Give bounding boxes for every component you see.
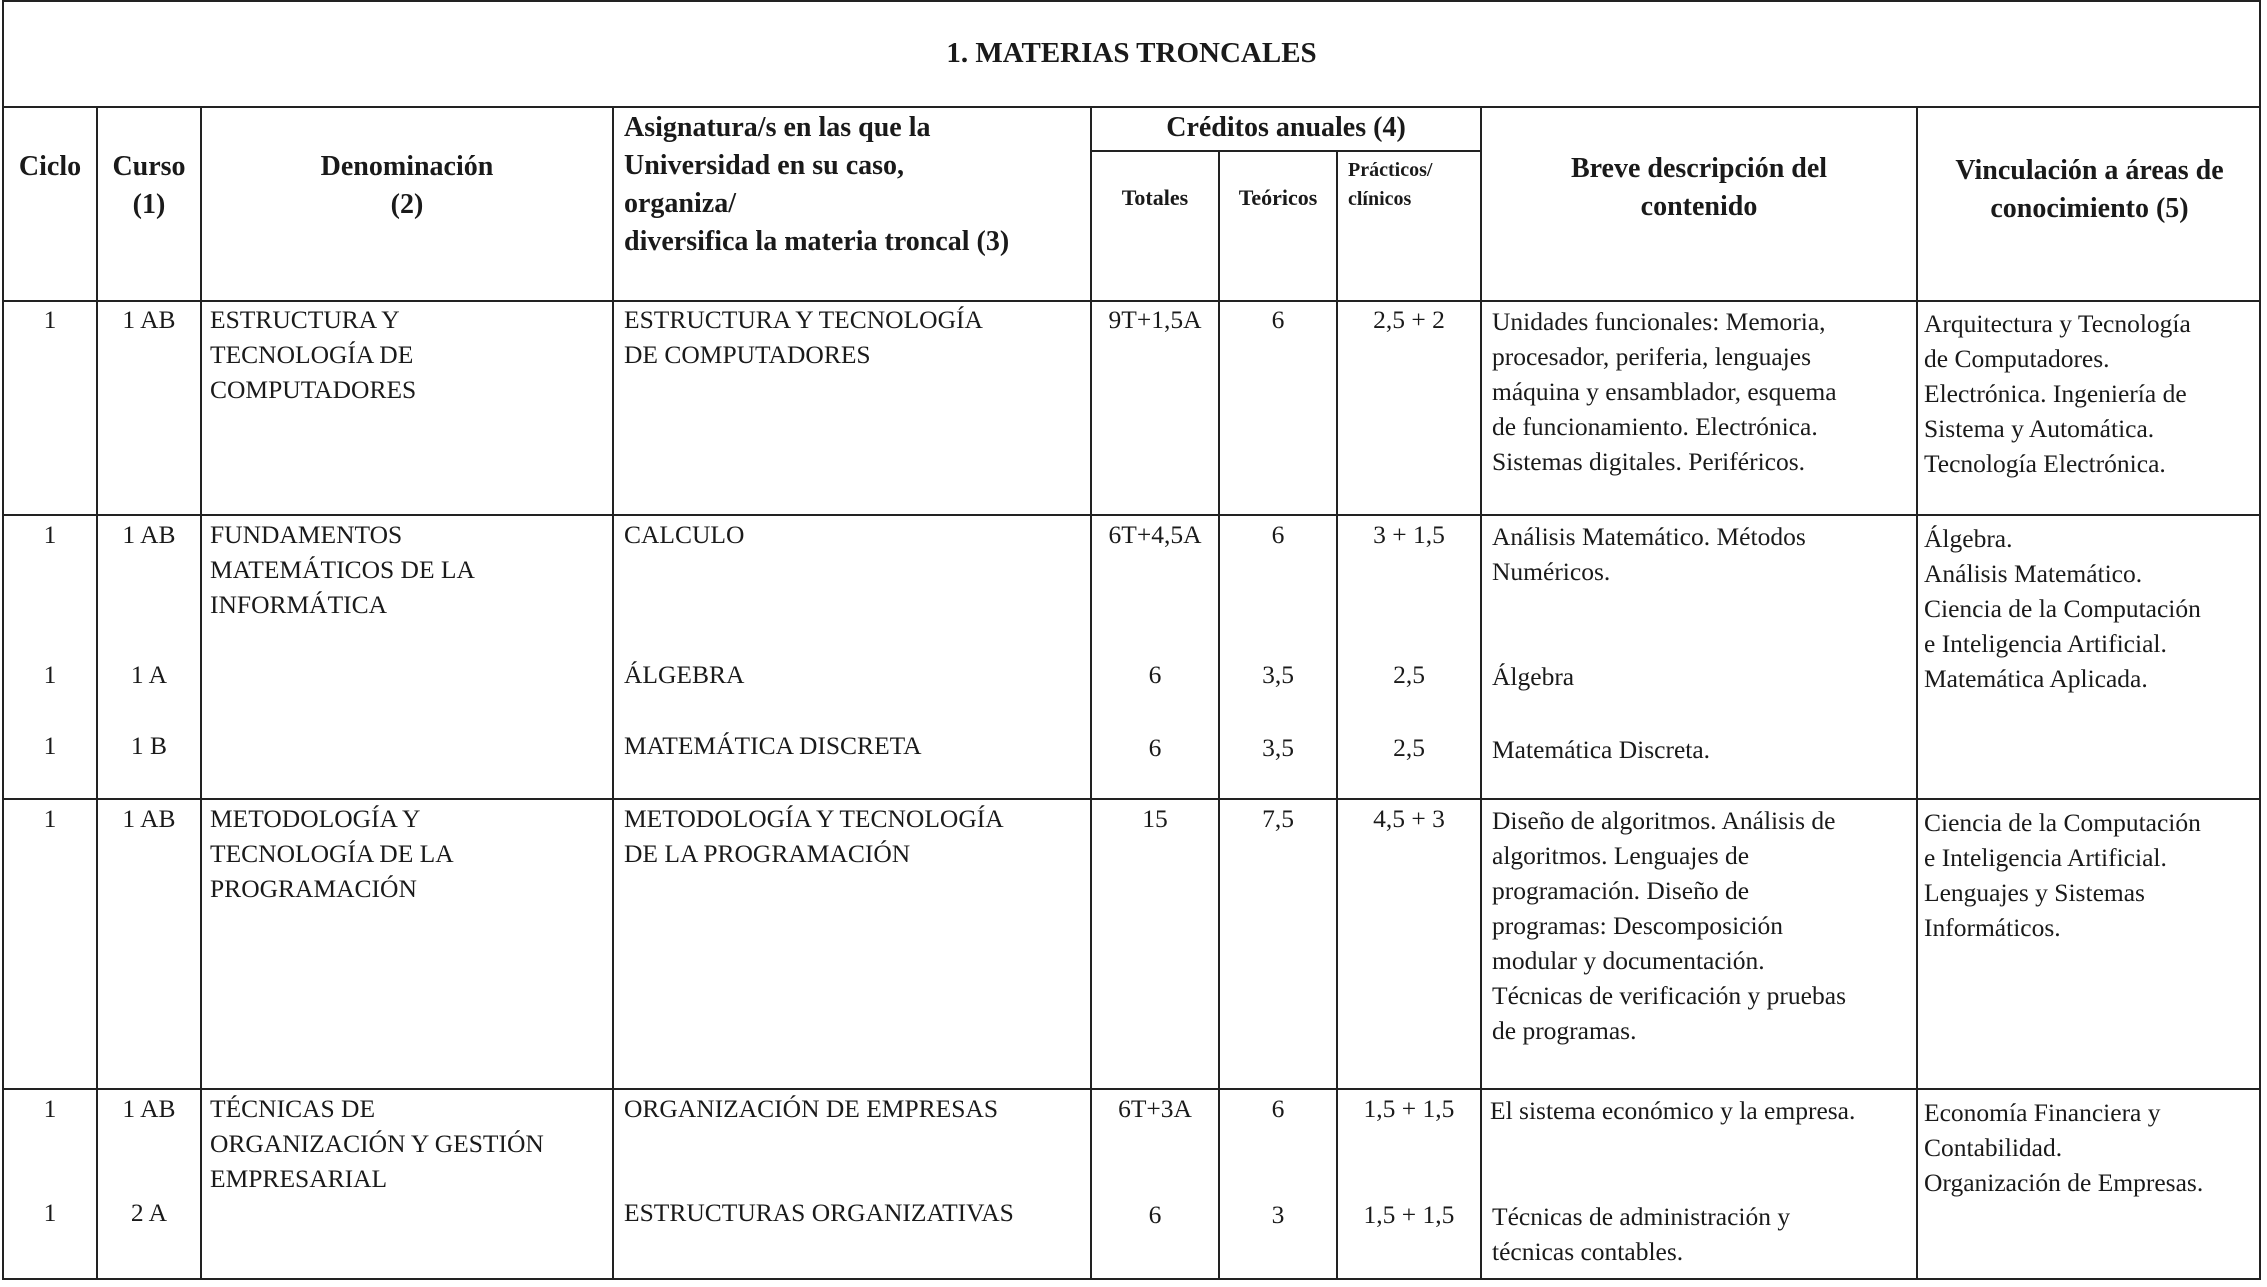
cell-totales: 15 — [1142, 804, 1168, 833]
cell-vinculacion: Arquitectura y Tecnología de Computadores. Electrónica. Ingeniería de Sistema y Automática. Tecnología Electrónica. — [1924, 309, 2191, 478]
cell-descripcion: Diseño de algoritmos. Análisis de algoritmos. Lenguajes de programación. Diseño de programas: Descomposición modular y documentación. Técnicas de verificación y pruebas de programas. — [1492, 806, 1846, 1045]
cell-practicos: 2,5 — [1393, 660, 1425, 689]
cell-curso: 1 AB — [122, 520, 176, 549]
cell-teoricos: 6 — [1271, 305, 1285, 334]
cell-asignatura: ESTRUCTURAS ORGANIZATIVAS — [624, 1198, 1014, 1227]
cell-asignatura: ÁLGEBRA — [624, 660, 745, 689]
col-divider — [612, 108, 614, 1280]
cell-practicos: 2,5 + 2 — [1373, 305, 1445, 334]
header-totales: Totales — [1121, 185, 1189, 210]
header-asignatura: Asignatura/s en las que la Universidad en su caso, organiza/ diversifica la materia troncal (3) — [624, 112, 1010, 257]
cell-curso: 1 A — [130, 660, 168, 689]
cell-descripcion: Técnicas de administración y técnicas contables. — [1492, 1202, 1791, 1266]
cell-vinculacion: Ciencia de la Computación e Inteligencia Artificial. Lenguajes y Sistemas Informáticos. — [1924, 808, 2201, 942]
cell-totales: 6T+3A — [1118, 1094, 1192, 1123]
cell-curso: 1 AB — [122, 305, 176, 334]
cell-practicos: 1,5 + 1,5 — [1363, 1200, 1455, 1229]
cell-practicos: 4,5 + 3 — [1373, 804, 1445, 833]
cell-asignatura: MATEMÁTICA DISCRETA — [624, 731, 922, 760]
cell-totales: 6 — [1148, 660, 1162, 689]
header-teoricos: Teóricos — [1238, 185, 1318, 210]
cell-descripcion: Álgebra — [1492, 662, 1575, 691]
cell-curso: 1 AB — [122, 1094, 176, 1123]
cell-vinculacion: Álgebra. Análisis Matemático. Ciencia de la Computación e Inteligencia Artificial. Matemática Aplicada. — [1924, 524, 2201, 693]
cell-totales: 9T+1,5A — [1108, 305, 1202, 334]
cell-asignatura: CALCULO — [624, 520, 745, 549]
cell-descripcion: Unidades funcionales: Memoria, procesador, periferia, lenguajes máquina y ensamblador, esquema de funcionamiento. Electrónica. Sistemas digitales. Periféricos. — [1492, 307, 1837, 476]
cell-asignatura: METODOLOGÍA Y TECNOLOGÍA DE LA PROGRAMACIÓN — [624, 804, 1004, 868]
cell-descripcion: Análisis Matemático. Métodos Numéricos. — [1492, 522, 1806, 586]
table-title: 1. MATERIAS TRONCALES — [2, 0, 2261, 108]
cell-vinculacion: Economía Financiera y Contabilidad. Organización de Empresas. — [1924, 1098, 2204, 1197]
col-divider — [200, 108, 202, 1280]
cell-teoricos: 6 — [1271, 520, 1285, 549]
cell-practicos: 1,5 + 1,5 — [1363, 1094, 1455, 1123]
row-divider — [2, 1088, 2261, 1090]
cell-curso: 2 A — [130, 1198, 168, 1227]
col-divider — [1916, 108, 1918, 1280]
cell-descripcion: Matemática Discreta. — [1492, 735, 1711, 764]
cell-denominacion: FUNDAMENTOS MATEMÁTICOS DE LA INFORMÁTICA — [210, 520, 475, 619]
cell-denominacion: TÉCNICAS DE ORGANIZACIÓN Y GESTIÓN EMPRESARIAL — [210, 1094, 544, 1193]
cell-practicos: 2,5 — [1393, 733, 1425, 762]
header-practicos: Prácticos/ clínicos — [1348, 159, 1433, 210]
cell-totales: 6 — [1148, 733, 1162, 762]
header-creditos: Créditos anuales (4) — [1166, 112, 1406, 143]
header-denominacion: Denominación (2) — [320, 151, 494, 220]
cell-teoricos: 7,5 — [1262, 804, 1294, 833]
header-vinculacion: Vinculación a áreas de conocimiento (5) — [1955, 155, 2224, 224]
cell-teoricos: 3,5 — [1262, 660, 1294, 689]
cell-teoricos: 3 — [1271, 1200, 1285, 1229]
cell-curso: 1 B — [130, 731, 168, 760]
cell-ciclo: 1 — [43, 1094, 57, 1123]
cell-asignatura: ORGANIZACIÓN DE EMPRESAS — [624, 1094, 999, 1123]
cell-totales: 6 — [1148, 1200, 1162, 1229]
header-descripcion: Breve descripción del contenido — [1570, 153, 1828, 222]
cell-ciclo: 1 — [43, 731, 57, 760]
cell-curso: 1 AB — [122, 804, 176, 833]
cell-denominacion: ESTRUCTURA Y TECNOLOGÍA DE COMPUTADORES — [210, 305, 417, 404]
row-divider — [2, 514, 2261, 516]
cell-totales: 6T+4,5A — [1108, 520, 1202, 549]
col-divider — [1480, 108, 1482, 1280]
cell-teoricos: 3,5 — [1262, 733, 1294, 762]
cell-ciclo: 1 — [43, 1198, 57, 1227]
cell-asignatura: ESTRUCTURA Y TECNOLOGÍA DE COMPUTADORES — [624, 305, 983, 369]
cell-ciclo: 1 — [43, 660, 57, 689]
cell-denominacion: METODOLOGÍA Y TECNOLOGÍA DE LA PROGRAMACIÓN — [210, 804, 454, 903]
row-divider — [1090, 150, 1480, 152]
header-ciclo: Ciclo — [18, 151, 82, 182]
header-curso: Curso (1) — [112, 151, 186, 220]
cell-ciclo: 1 — [43, 520, 57, 549]
cell-ciclo: 1 — [43, 804, 57, 833]
row-divider — [2, 798, 2261, 800]
cell-ciclo: 1 — [43, 305, 57, 334]
cell-practicos: 3 + 1,5 — [1373, 520, 1445, 549]
cell-teoricos: 6 — [1271, 1094, 1285, 1123]
cell-descripcion: El sistema económico y la empresa. — [1490, 1096, 1856, 1125]
